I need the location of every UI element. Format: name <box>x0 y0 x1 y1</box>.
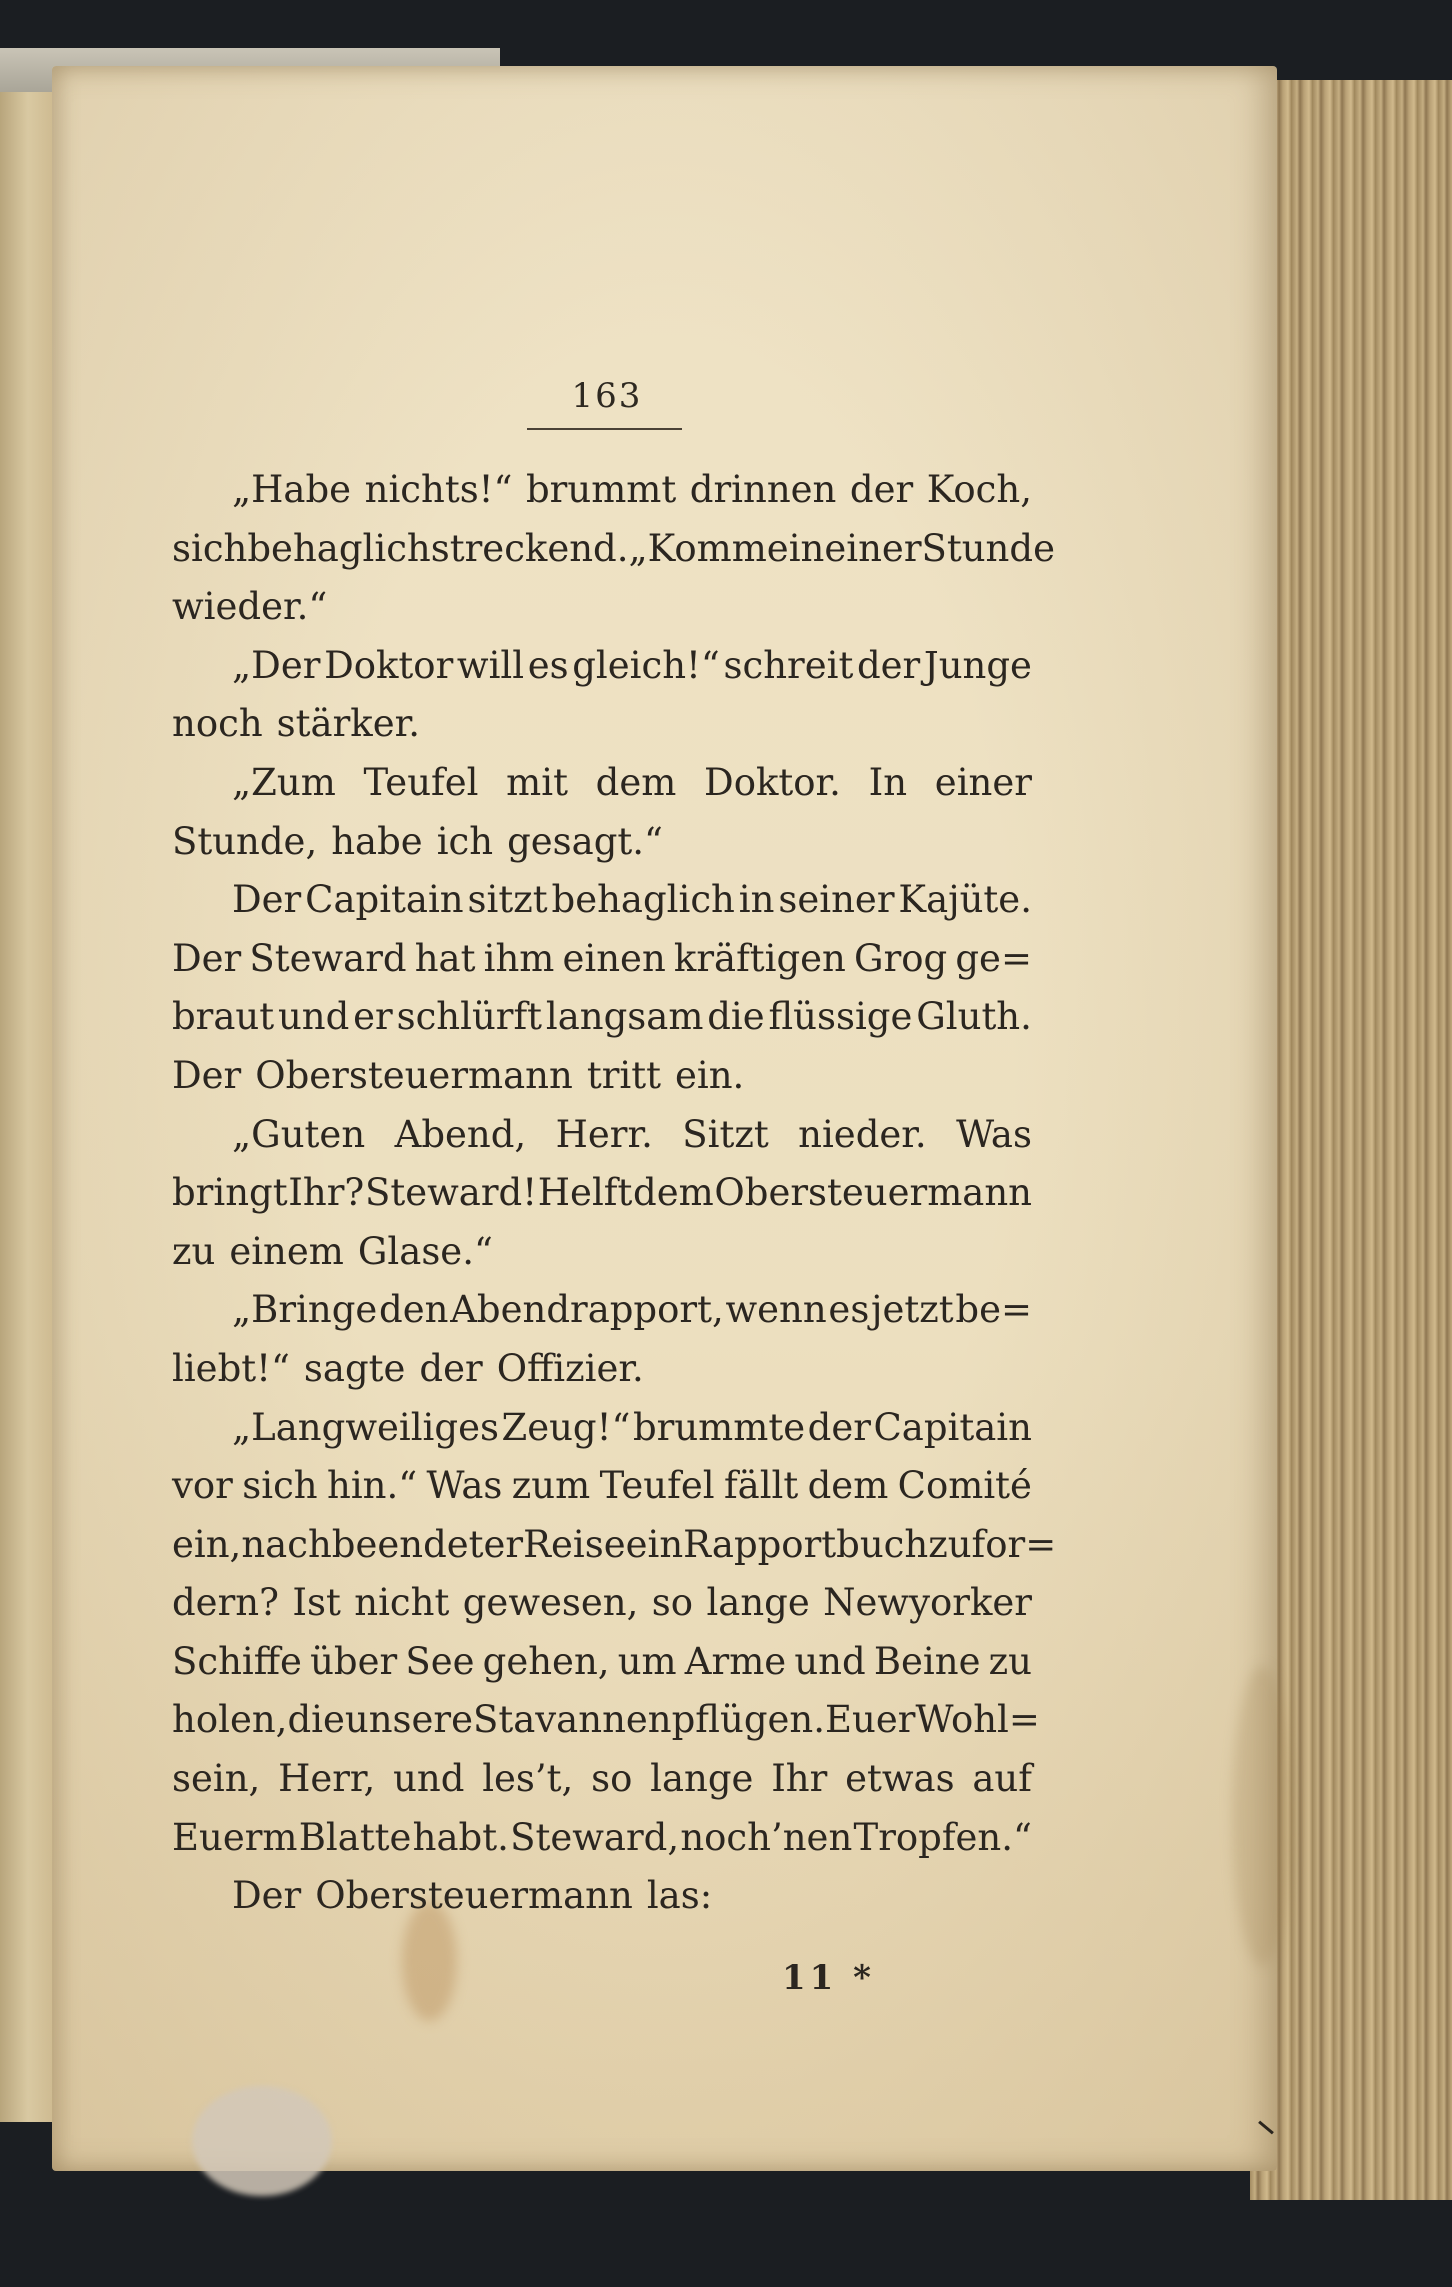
word: gesagt.“ <box>507 819 663 863</box>
word: und <box>794 1639 866 1683</box>
word: drinnen <box>689 468 837 511</box>
word: for= <box>971 1522 1057 1566</box>
word: dem <box>807 1464 889 1508</box>
word: Herr, <box>278 1757 376 1801</box>
word: Der <box>172 936 242 980</box>
text-line <box>172 1691 1040 1750</box>
word: streckend. <box>430 526 629 570</box>
word: in <box>738 878 775 922</box>
word: dern? <box>172 1581 279 1625</box>
word: nach <box>241 1522 332 1566</box>
word: Reise <box>523 1522 626 1566</box>
word: In <box>868 760 908 804</box>
word: schreit <box>723 643 854 687</box>
word: zu <box>928 1522 972 1566</box>
word: wieder.“ <box>172 585 328 629</box>
word: so <box>591 1757 633 1801</box>
text-line <box>172 520 1055 579</box>
word: ihm <box>483 936 555 980</box>
word: Blatte <box>298 1815 412 1859</box>
word: „Guten <box>232 1112 366 1156</box>
text-line <box>172 930 1032 989</box>
word: Euer <box>825 1698 916 1742</box>
word: Teufel <box>599 1464 715 1508</box>
word: den <box>379 1288 449 1332</box>
word: Der <box>232 878 302 922</box>
word: pflügen. <box>671 1698 825 1742</box>
word: unsere <box>344 1698 473 1742</box>
word: es <box>527 643 569 687</box>
word: Helft <box>537 1171 633 1215</box>
text-line <box>172 1516 1057 1575</box>
word: Ist <box>292 1581 341 1625</box>
word: braut <box>172 995 275 1039</box>
word: kräftigen <box>673 936 846 980</box>
word: auf <box>972 1757 1032 1801</box>
word: See <box>405 1639 475 1683</box>
word: und <box>277 995 350 1039</box>
text-line <box>172 1164 1032 1223</box>
word: Zeug!“ <box>501 1405 631 1449</box>
word: „Bringe <box>232 1288 378 1332</box>
word: Arme <box>684 1639 787 1683</box>
word: Der <box>172 1053 242 1097</box>
word: hat <box>414 936 476 980</box>
word: sitzt <box>467 878 548 922</box>
word: noch <box>172 702 263 746</box>
word: las: <box>646 1874 713 1918</box>
word: gewesen, <box>462 1581 639 1625</box>
word: Junge <box>923 643 1032 687</box>
word: gleich!“ <box>572 643 720 687</box>
printer-signature: 11 * <box>782 1958 875 1998</box>
word: die <box>707 995 765 1039</box>
word: holen, <box>172 1698 288 1742</box>
text-line <box>172 1457 1032 1516</box>
word: Capitain <box>873 1405 1032 1449</box>
word: der <box>807 1405 871 1449</box>
text-line <box>172 1574 1032 1633</box>
word: ein. <box>674 1053 745 1097</box>
word: „Habe <box>232 468 352 511</box>
word: der <box>849 468 914 511</box>
text-line <box>172 1106 1032 1165</box>
word: Grog <box>854 936 948 980</box>
text-line <box>172 1340 1032 1399</box>
word: zum <box>511 1464 591 1508</box>
word: Steward <box>249 936 407 980</box>
word: dem <box>633 1171 714 1215</box>
text-line <box>172 695 1032 754</box>
word: Rapportbuch <box>683 1522 929 1566</box>
word: sein, <box>172 1757 261 1801</box>
word: „Zum <box>232 760 336 804</box>
word: nicht <box>354 1581 450 1625</box>
word: um <box>617 1639 677 1683</box>
text-line <box>172 1809 1032 1868</box>
text-line <box>172 461 1032 520</box>
word: Comité <box>897 1464 1032 1508</box>
word: Offizier. <box>496 1346 644 1390</box>
page-number: 163 <box>571 376 643 416</box>
word: behaglich <box>551 878 735 922</box>
text-line <box>172 578 1032 637</box>
word: will <box>456 643 525 687</box>
word: in <box>788 526 825 570</box>
word: einen <box>562 936 666 980</box>
word: einem <box>229 1229 344 1273</box>
word: Teufel <box>363 760 479 804</box>
word: noch’nen <box>680 1815 853 1859</box>
word: der <box>856 643 921 687</box>
word: nieder. <box>798 1112 927 1156</box>
text-line <box>172 1281 1032 1340</box>
word: Euerm <box>172 1815 298 1859</box>
word: die <box>287 1698 345 1742</box>
body-text <box>172 461 1057 1926</box>
word: ein <box>625 1522 684 1566</box>
word: „Komme <box>628 526 789 570</box>
text-line <box>172 813 1032 872</box>
text-line <box>172 1399 1032 1458</box>
word: ge= <box>955 936 1032 980</box>
word: Steward! <box>364 1171 538 1215</box>
text-line <box>172 1867 1032 1926</box>
word: Gluth. <box>916 995 1032 1039</box>
word: sagte <box>303 1346 406 1390</box>
word: und <box>393 1757 465 1801</box>
word: nichts!“ <box>364 468 513 511</box>
word: Stunde, <box>172 819 318 863</box>
word: Glase.“ <box>357 1229 493 1273</box>
word: Doktor. <box>704 760 841 804</box>
word: vor <box>172 1464 233 1508</box>
word: Steward, <box>510 1815 680 1859</box>
word: Wohl= <box>915 1698 1040 1742</box>
word: lange <box>650 1757 754 1801</box>
word: Schiffe <box>172 1639 302 1683</box>
word: brummt <box>526 468 677 511</box>
header-rule <box>527 428 682 430</box>
word: hin.“ <box>327 1464 418 1508</box>
text-line <box>172 1633 1032 1692</box>
word: so <box>651 1581 694 1625</box>
word: zu <box>172 1229 216 1273</box>
word: etwas <box>845 1757 955 1801</box>
word: behaglich <box>247 526 431 570</box>
word: bringt <box>172 1171 288 1215</box>
paper-shadow <box>1232 1666 1292 1966</box>
word: „Langweiliges <box>232 1405 499 1449</box>
paper-damage <box>192 2086 332 2196</box>
word: einer <box>934 760 1032 804</box>
word: Obersteuermann <box>714 1171 1032 1215</box>
word: langsam <box>545 995 704 1039</box>
word: Was <box>426 1464 503 1508</box>
word: Beine <box>873 1639 981 1683</box>
word: flüssige <box>768 995 913 1039</box>
word: mit <box>506 760 568 804</box>
word: Der <box>232 1874 302 1918</box>
word: Sitzt <box>682 1112 769 1156</box>
word: seiner <box>778 878 895 922</box>
word: Kajüte. <box>898 878 1032 922</box>
word: dem <box>595 760 677 804</box>
word: les’t, <box>482 1757 574 1801</box>
word: stärker. <box>276 702 420 746</box>
word: be= <box>955 1288 1032 1332</box>
word: Koch, <box>926 468 1032 511</box>
word: Obersteuermann <box>255 1053 573 1097</box>
word: Capitain <box>305 878 464 922</box>
word: habe <box>331 819 423 863</box>
text-line <box>172 1750 1032 1809</box>
word: Abend, <box>394 1112 527 1156</box>
word: einer <box>824 526 922 570</box>
text-line <box>172 637 1032 696</box>
word: brummte <box>632 1405 806 1449</box>
word: Obersteuermann <box>315 1874 633 1918</box>
word: Abendrapport, <box>450 1288 724 1332</box>
word: Herr. <box>555 1112 653 1156</box>
word: fällt <box>723 1464 799 1508</box>
pencil-mark <box>1258 2121 1274 2135</box>
word: beendeter <box>331 1522 524 1566</box>
book-page <box>52 66 1277 2171</box>
word: Stunde <box>921 526 1055 570</box>
text-line <box>172 988 1032 1047</box>
text-line <box>172 1223 1032 1282</box>
word: sich <box>242 1464 318 1508</box>
word: habt. <box>412 1815 509 1859</box>
word: der <box>419 1346 483 1390</box>
word: schlürft <box>396 995 543 1039</box>
word: ein, <box>172 1522 242 1566</box>
word: Ihr? <box>288 1171 365 1215</box>
word: Was <box>956 1112 1032 1156</box>
word: Newyorker <box>823 1581 1032 1625</box>
word: Stavannen <box>473 1698 672 1742</box>
text-line <box>172 871 1032 930</box>
word: „Der <box>232 643 321 687</box>
word: er <box>353 995 393 1039</box>
word: jetzt <box>871 1288 954 1332</box>
word: zu <box>988 1639 1032 1683</box>
word: liebt!“ <box>172 1346 290 1390</box>
word: ich <box>436 819 494 863</box>
word: Doktor <box>324 643 454 687</box>
text-line <box>172 1047 1032 1106</box>
word: über <box>310 1639 398 1683</box>
word: Tropfen.“ <box>853 1815 1032 1859</box>
text-line <box>172 754 1032 813</box>
word: lange <box>706 1581 810 1625</box>
word: gehen, <box>482 1639 610 1683</box>
word: es <box>828 1288 870 1332</box>
word: sich <box>172 526 248 570</box>
word: wenn <box>725 1288 827 1332</box>
word: Ihr <box>771 1757 828 1801</box>
word: tritt <box>586 1053 661 1097</box>
